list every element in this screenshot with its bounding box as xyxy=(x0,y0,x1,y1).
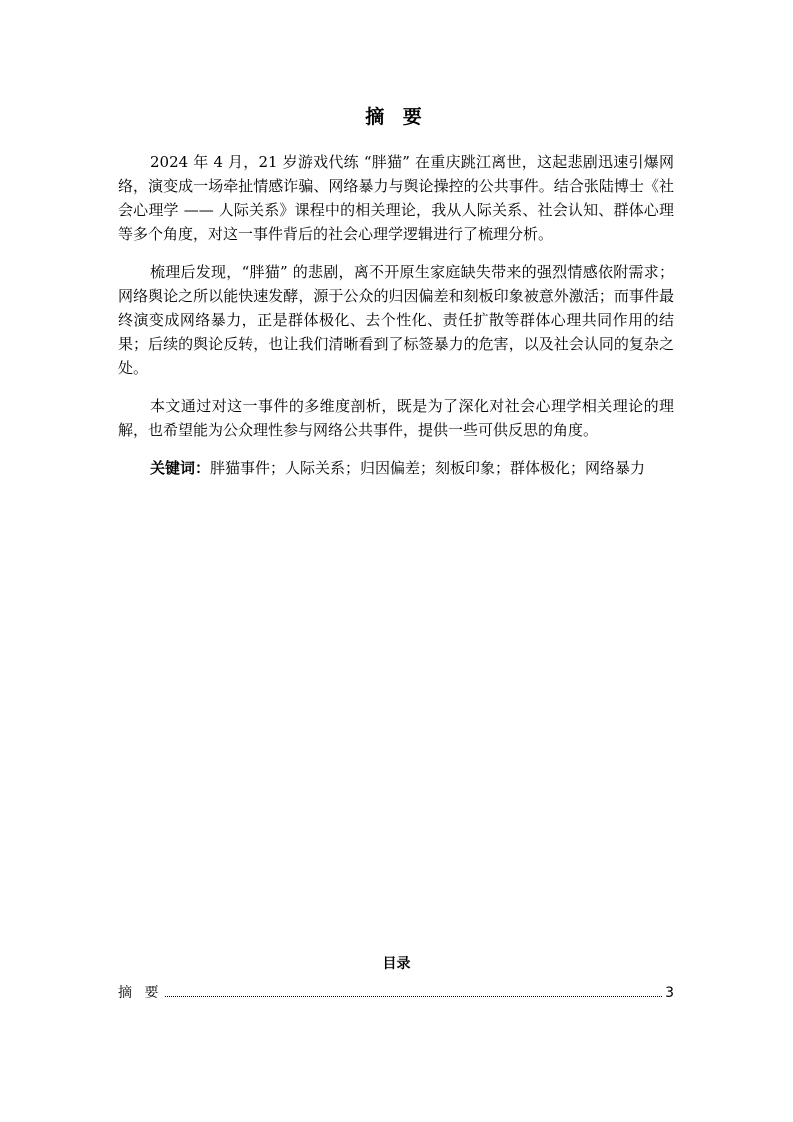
keywords-line xyxy=(118,456,674,480)
abstract-paragraph-1: 2024 年 4 月，21 岁游戏代练 “胖猫” 在重庆跳江离世，这起悲剧迅速引爆网络，演变成一场牵扯情感诈骗、网络暴力与舆论操控的公共事件。结合张陆博士《社会心理学 —— 人际关系》课程中的相关理论，我从人际关系、社会认知、群体心理等多个角度，对这一事件背后的社会心理学逻辑进行了梳理分析。 xyxy=(118,153,674,243)
abstract-body xyxy=(118,150,674,480)
toc-entry[interactable] xyxy=(118,983,674,1003)
toc-dot-leader xyxy=(165,995,662,997)
keywords-label: 关键词： xyxy=(150,459,211,477)
abstract-title: 摘 要 xyxy=(365,106,428,128)
toc-entry-label: 摘 要 xyxy=(118,985,163,1001)
abstract-paragraph-2: 梳理后发现，“胖猫” 的悲剧，离不开原生家庭缺失带来的强烈情感依附需求；网络舆论之所以能快速发酵，源于公众的归因偏差和刻板印象被意外激活；而事件最终演变成网络暴力，正是群体极化、去个性化、责任扩散等群体心理共同作用的结果；后续的舆论反转，也让我们清晰看到了标签暴力的危害，以及社会认同的复杂之处。 xyxy=(118,263,674,377)
keywords-list: 胖猫事件；人际关系；归因偏差；刻板印象；群体极化；网络暴力 xyxy=(210,459,646,477)
toc-title: 目录 xyxy=(382,956,411,972)
abstract-paragraph-3: 本文通过对这一事件的多维度剖析，既是为了深化对社会心理学相关理论的理解，也希望能为公众理性参与网络公共事件，提供一些可供反思的角度。 xyxy=(118,397,674,439)
toc-entry-page-number: 3 xyxy=(665,985,674,1001)
